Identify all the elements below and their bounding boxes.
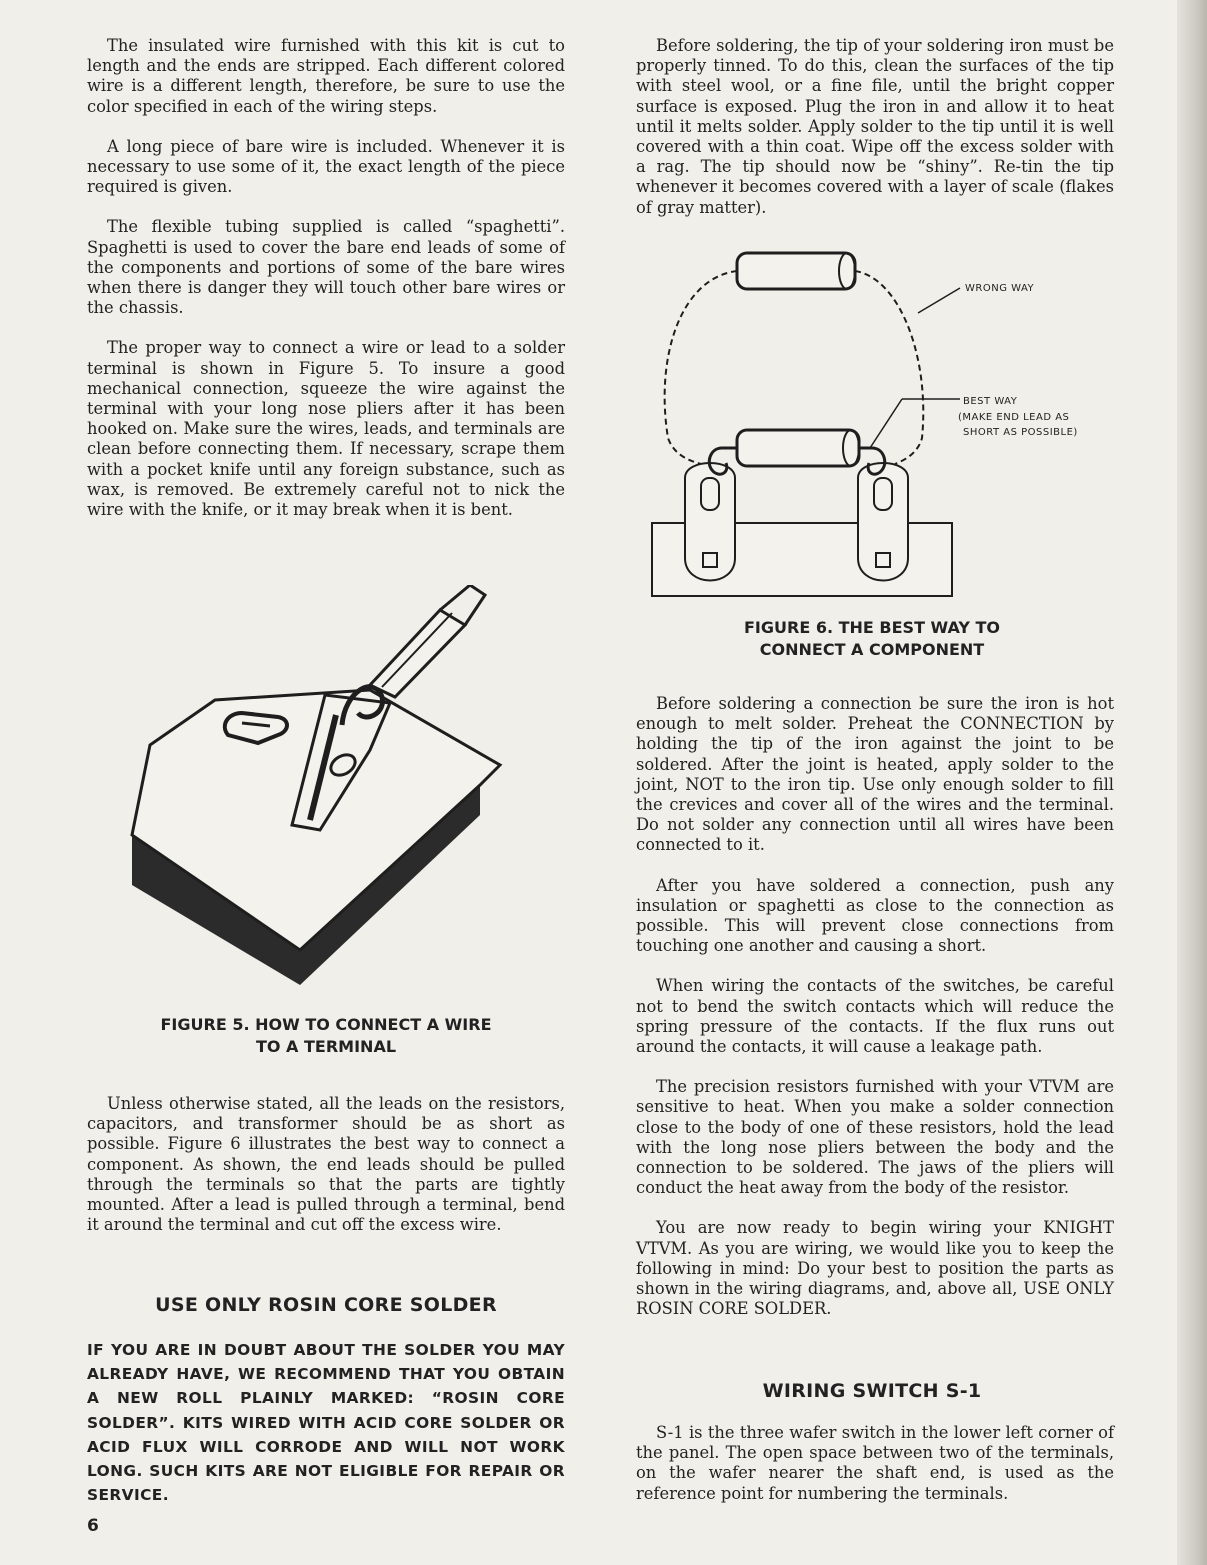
terminal-strip-left	[685, 463, 735, 581]
best-way-label: BEST WAY	[963, 396, 1018, 407]
long-lead-left	[665, 271, 737, 466]
solder-notice-text: IF YOU ARE IN DOUBT ABOUT THE SOLDER YOU MAY ALREADY HAVE, WE RECOMMEND THAT YOU OBTAIN A NEW ROLL PLAINLY MARKED: “ROSIN CORE SOLDER”. KITS WIRED WITH ACID CORE SOLDER OR ACID FLUX WILL CORRODE AND WILL NOT WORK LONG. SUCH KITS ARE NOT ELIGIBLE FOR REPAIR OR SERVICE.	[87, 1341, 565, 1505]
right-paragraph-2: Before soldering a connection be sure the iron is hot enough to melt solder. Preheat the CONNECTION by holding the tip of the iron against the joint to be soldered. After the joint is heated, apply solder to the joint, NOT to the iron tip. Use only enough solder to fill the crevices and cover all of the wires and the terminal. Do not solder any connection until all wires have been connected to it.	[636, 694, 1114, 855]
resistor-wrong-way	[737, 253, 855, 289]
left-paragraph-2: A long piece of bare wire is included. Whenever it is necessary to use some of it, the exact length of the piece required is given.	[87, 136, 565, 197]
right-paragraph-3: After you have soldered a connection, push any insulation or spaghetti as close to the connection as possible. This will prevent close connections from touching one another and causing a short.	[636, 875, 1114, 956]
left-column	[87, 36, 565, 520]
solder-notice	[87, 1338, 565, 1507]
figure-5-caption	[87, 1014, 565, 1058]
right-paragraph-7: S-1 is the three wafer switch in the lower left corner of the panel. The open space between two of the terminals, on the wafer nearer the shaft end, is used as the reference point for numbering the terminals.	[636, 1423, 1114, 1503]
best-way-note-2: SHORT AS POSSIBLE)	[963, 427, 1078, 438]
long-lead-right	[855, 271, 923, 464]
left-heading-wrap	[87, 1294, 565, 1316]
figure-6-component-illustration	[640, 238, 1110, 603]
best-way-note-1: (MAKE END LEAD AS	[958, 412, 1070, 423]
figure-5-caption-line-2: TO A TERMINAL	[255, 1037, 397, 1056]
wrong-way-pointer	[918, 288, 960, 313]
wiring-switch-heading: WIRING SWITCH S-1	[762, 1380, 982, 1402]
page-binding-shadow	[1177, 0, 1207, 1565]
terminal-strip-right	[858, 463, 908, 581]
right-paragraph-5: The precision resistors furnished with your VTVM are sensitive to heat. When you make a solder connection close to the body of one of these resistors, hold the lead with the long nose pliers between the body and the connection to be soldered. The jaws of the pliers will conduct the heat away from the body of the resistor.	[636, 1077, 1114, 1198]
right-paragraph-6: You are now ready to begin wiring your KNIGHT VTVM. As you are wiring, we would like you to keep the following in mind: Do your best to position the parts as shown in the wiring diagrams, and, above all, USE ONLY ROSIN CORE SOLDER.	[636, 1218, 1114, 1319]
right-paragraph-1: Before soldering, the tip of your soldering iron must be properly tinned. To do this, clean the surfaces of the tip with steel wool, or a fine file, until the bright copper surface is exposed. Plug the iron in and allow it to heat until it melts solder. Apply solder to the tip until it is well covered with a thin coat. Wipe off the excess solder with a rag. The tip should now be “shiny”. Re-tin the tip whenever it becomes covered with a layer of scale (flakes of gray matter).	[636, 36, 1114, 217]
figure-6-caption-line-2: CONNECT A COMPONENT	[759, 640, 985, 659]
left-paragraph-4: The proper way to connect a wire or lead to a solder terminal is shown in Figure 5. To insure a good mechanical connection, squeeze the wire against the terminal with your long nose pliers after it has been hooked on. Make sure the wires, leads, and terminals are clean before connecting them. If necessary, scrape them with a pocket knife until any foreign substance, such as wax, is removed. Be extremely careful not to nick the wire with the knife, or it may break when it is bent.	[87, 338, 565, 520]
left-paragraph-5: Unless otherwise stated, all the leads on the resistors, capacitors, and transformer should be as short as possible. Figure 6 illustrates the best way to connect a component. As shown, the end leads should be pulled through the terminals so that the parts are tightly mounted. After a lead is pulled through a terminal, bend it around the terminal and cut off the excess wire.	[87, 1094, 565, 1235]
right-column	[636, 36, 1114, 218]
rosin-core-heading: USE ONLY ROSIN CORE SOLDER	[155, 1294, 497, 1316]
left-column-lower	[87, 1094, 565, 1235]
figure-6-caption-line-1: FIGURE 6. THE BEST WAY TO	[744, 618, 1000, 637]
best-way-pointer	[870, 399, 902, 448]
right-column-last	[636, 1423, 1114, 1504]
page-number: 6	[87, 1516, 99, 1536]
right-paragraph-4: When wiring the contacts of the switches, be careful not to bend the switch contacts which will reduce the spring pressure of the contacts. If the flux runs out around the contacts, it will cause a leakage path.	[636, 976, 1114, 1057]
resistor-best-way	[737, 430, 859, 466]
wrong-way-label: WRONG WAY	[965, 283, 1035, 294]
figure-5-terminal-illustration	[120, 585, 520, 1005]
left-paragraph-1: The insulated wire furnished with this kit is cut to length and the ends are stripped. Each different colored wire is a different length, therefore, be sure to use the color specified in each of the wiring steps.	[87, 36, 565, 116]
figure-5-caption-line-1: FIGURE 5. HOW TO CONNECT A WIRE	[160, 1015, 492, 1034]
right-column-lower	[636, 694, 1114, 1319]
right-heading-wrap	[636, 1380, 1108, 1402]
left-paragraph-3: The flexible tubing supplied is called “spaghetti”. Spaghetti is used to cover the bare end leads of some of the components and portions of some of the bare wires when there is danger they will touch other bare wires or the chassis.	[87, 217, 565, 318]
figure-6-caption	[636, 617, 1108, 661]
